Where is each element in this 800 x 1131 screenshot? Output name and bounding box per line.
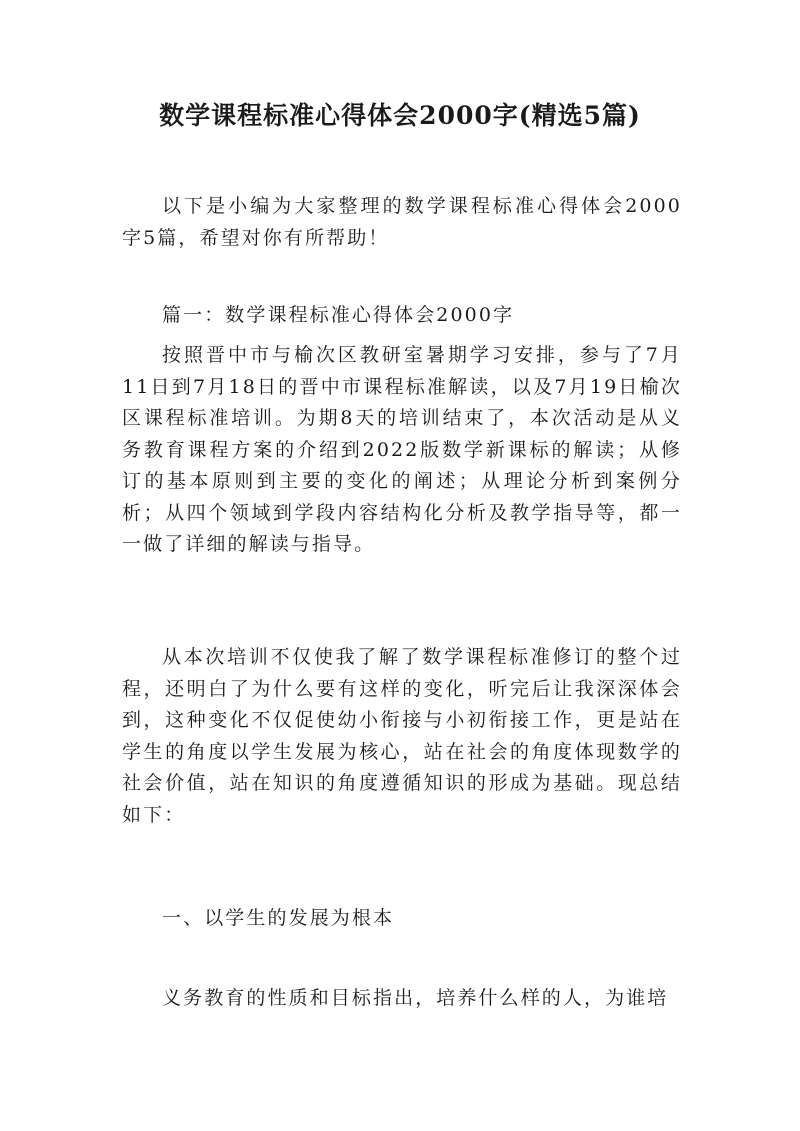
body-paragraph-1: 按照晋中市与榆次区教研室暑期学习安排，参与了7月11日到7月18日的晋中市课程标准解读，以及7月19日榆次区课程标准培训。为期8天的培训结束了，本次活动是从义务教育课程方案的介绍到2022版数学新课标的解读；从修订的基本原则到主要的变化的阐述；从理论分析到案例分析；从四个领域到学段内容结构化分析及教学指导等，都一一做了详细的解读与指导。 [122,344,682,555]
body-paragraph-3: 义务教育的性质和目标指出，培养什么样的人，为谁培 [162,987,669,1009]
subheading-1: 一、以学生的发展为根本 [162,907,395,929]
section-heading: 篇一：数学课程标准心得体会2000字 [162,304,515,326]
intro-paragraph: 以下是小编为大家整理的数学课程标准心得体会2000字5篇，希望对你有所帮助！ [122,195,682,249]
document-title: 数学课程标准心得体会2000字(精选5篇) [159,101,641,130]
body-paragraph-2: 从本次培训不仅使我了解了数学课程标准修订的整个过程，还明白了为什么要有这样的变化，听完后让我深深体会到，这种变化不仅促使幼小衔接与小初衔接工作，更是站在学生的角度以学生发展为核心，站在社会的角度体现数学的社会价值，站在知识的角度遵循知识的形成为基础。现总结如下： [122,646,682,826]
